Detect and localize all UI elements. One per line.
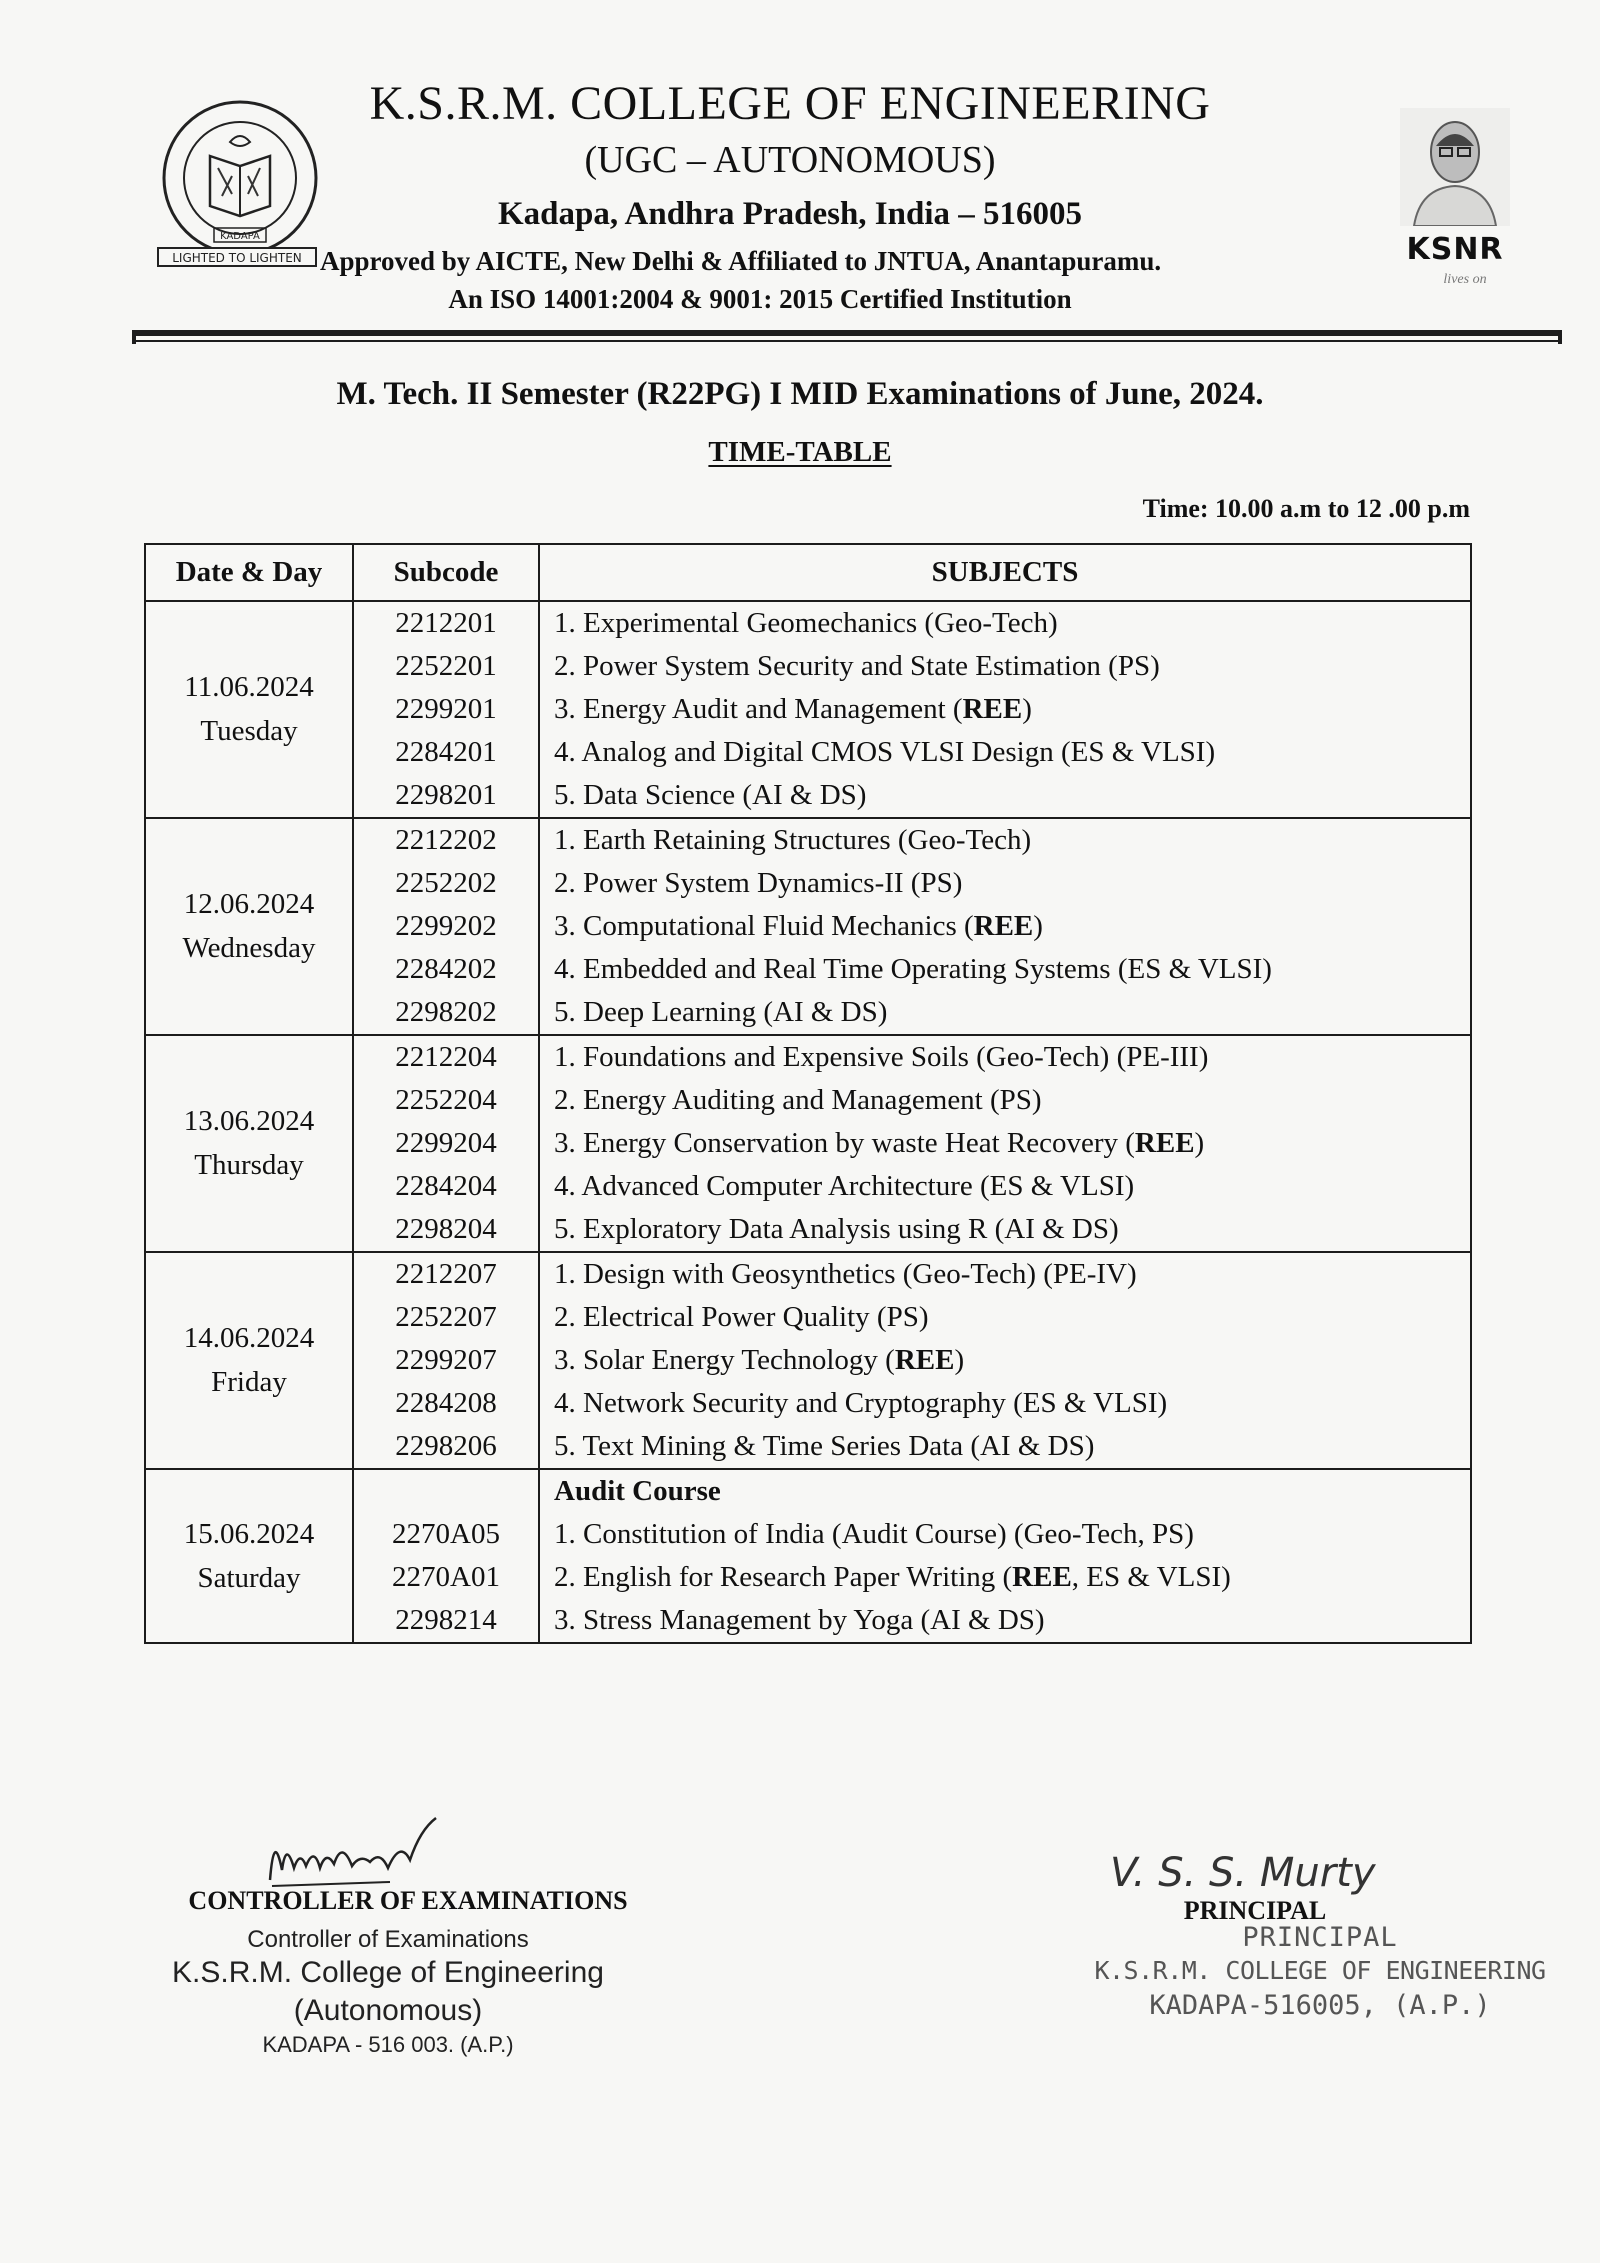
table-row xyxy=(145,818,1471,1035)
table-row xyxy=(145,1252,1471,1469)
subject-suffix: ) xyxy=(954,1344,965,1376)
subject-code: 2298204 xyxy=(395,1213,497,1245)
subject-text: 4. Advanced Computer Architecture (ES & VLSI) xyxy=(554,1170,1135,1202)
controller-title: CONTROLLER OF EXAMINATIONS xyxy=(188,1886,628,1915)
subject-text: 5. Deep Learning (AI & DS) xyxy=(554,996,888,1028)
exam-date-cell xyxy=(145,1035,353,1252)
subject-code: 2212204 xyxy=(395,1041,497,1073)
exam-date: 12.06.2024 xyxy=(183,888,315,920)
ksnr-tagline: lives on xyxy=(1443,272,1487,287)
subject-name xyxy=(554,905,1470,948)
subject-code: 2284201 xyxy=(395,736,497,768)
subjects-cell xyxy=(539,1035,1471,1252)
table-row xyxy=(145,1469,1471,1643)
subcode-cell xyxy=(353,818,539,1035)
subject-text: 5. Text Mining & Time Series Data (AI & DS) xyxy=(554,1430,1095,1462)
subject-name xyxy=(554,1599,1470,1642)
subject-code: 2252207 xyxy=(395,1301,497,1333)
subject-suffix: ) xyxy=(1022,693,1032,725)
subject-name xyxy=(554,688,1470,731)
subject-branch-bold: REE xyxy=(973,910,1034,942)
subject-code: 2284202 xyxy=(395,953,497,985)
subject-code: 2299207 xyxy=(395,1344,497,1376)
subject-code: 2212202 xyxy=(395,824,497,856)
subjects-cell xyxy=(539,1252,1471,1469)
subject-text: 1. Earth Retaining Structures (Geo-Tech) xyxy=(554,824,1032,856)
subject-code: 2284208 xyxy=(395,1387,497,1419)
subject-name xyxy=(554,645,1470,688)
subject-text: 4. Analog and Digital CMOS VLSI Design (ES & VLSI) xyxy=(554,736,1216,768)
principal-stamp-line: K.S.R.M. COLLEGE OF ENGINEERING xyxy=(1094,1956,1546,1985)
controller-stamp-line: K.S.R.M. College of Engineering xyxy=(172,1956,604,1989)
timetable-heading xyxy=(130,436,1470,469)
subject-name xyxy=(554,1513,1470,1556)
principal-signature xyxy=(1090,1842,1470,1902)
principal-title: PRINCIPAL xyxy=(1183,1896,1327,1925)
subject-name xyxy=(554,862,1470,905)
subject-name xyxy=(554,1296,1470,1339)
subject-name xyxy=(554,774,1470,817)
exam-day: Tuesday xyxy=(200,715,298,747)
subject-text: 3. Solar Energy Technology ( xyxy=(554,1344,895,1376)
subcode-cell xyxy=(353,1469,539,1643)
subject-code: 2252202 xyxy=(395,867,497,899)
subject-text: 1. Design with Geosynthetics (Geo-Tech) (PE-IV) xyxy=(554,1258,1137,1290)
subject-text: 3. Energy Audit and Management ( xyxy=(554,693,963,725)
subjects-cell xyxy=(539,601,1471,818)
principal-stamp-line: PRINCIPAL xyxy=(1242,1922,1398,1953)
header-date-day: Date & Day xyxy=(145,544,353,601)
exam-date-cell xyxy=(145,601,353,818)
subject-name xyxy=(554,948,1470,991)
subject-name xyxy=(554,1253,1470,1296)
exam-date: 11.06.2024 xyxy=(184,671,314,703)
header-subjects: SUBJECTS xyxy=(539,544,1471,601)
principal-signature-text: V. S. S. Murty xyxy=(1110,1850,1376,1896)
principal-stamp xyxy=(1060,1922,1580,2024)
autonomous-status: (UGC – AUTONOMOUS) xyxy=(584,139,996,181)
subject-code: 2299202 xyxy=(395,910,497,942)
subject-code: 2212207 xyxy=(395,1258,497,1290)
subject-text: 2. English for Research Paper Writing ( xyxy=(554,1561,1013,1593)
table-row xyxy=(145,601,1471,818)
subject-text: 3. Computational Fluid Mechanics ( xyxy=(554,910,974,942)
header-divider xyxy=(132,330,1562,336)
subject-suffix: ) xyxy=(1194,1127,1205,1159)
divider-end-left xyxy=(132,330,136,344)
controller-stamp-line: Controller of Examinations xyxy=(247,1926,529,1953)
subjects-cell xyxy=(539,818,1471,1035)
subject-name xyxy=(554,991,1470,1034)
subject-name xyxy=(554,1165,1470,1208)
exam-date-cell xyxy=(145,1252,353,1469)
subject-name xyxy=(554,1339,1470,1382)
subject-text: 4. Network Security and Cryptography (ES & VLSI) xyxy=(554,1387,1168,1419)
controller-stamp-line: (Autonomous) xyxy=(293,1994,483,2027)
subject-code: 2298214 xyxy=(395,1604,497,1636)
subject-code: 2298201 xyxy=(395,779,497,811)
subject-code: 2299204 xyxy=(395,1127,497,1159)
exam-day: Thursday xyxy=(194,1149,304,1181)
subject-name xyxy=(554,731,1470,774)
subject-code: 2299201 xyxy=(395,693,497,725)
ksnr-logo: KSNR xyxy=(1406,232,1504,267)
subject-text: 5. Exploratory Data Analysis using R (AI & DS) xyxy=(554,1213,1119,1245)
subject-text: 2. Power System Dynamics-II (PS) xyxy=(554,867,963,899)
logo-motto: LIGHTED TO LIGHTEN xyxy=(172,251,302,265)
subject-text: 1. Foundations and Expensive Soils (Geo-Tech) (PE-III) xyxy=(554,1041,1209,1073)
subject-code: 2212201 xyxy=(395,607,497,639)
subcode-cell xyxy=(353,1035,539,1252)
subject-suffix: ) xyxy=(1033,910,1043,942)
subject-name xyxy=(554,1079,1470,1122)
timetable xyxy=(144,543,1472,1644)
subject-text: 5. Data Science (AI & DS) xyxy=(554,779,867,811)
controller-stamp xyxy=(148,1926,628,2062)
subject-text: 2. Energy Auditing and Management (PS) xyxy=(554,1084,1042,1116)
divider-end-right xyxy=(1558,330,1562,344)
subject-code: 2298202 xyxy=(395,996,497,1028)
table-header-row xyxy=(145,544,1471,601)
subject-name xyxy=(554,1122,1470,1165)
subject-name xyxy=(554,819,1470,862)
subject-code: 2270A05 xyxy=(392,1518,500,1550)
subject-name xyxy=(554,1556,1470,1599)
subject-code: 2298206 xyxy=(395,1430,497,1462)
approval-line: Approved by AICTE, New Delhi & Affiliated to JNTUA, Anantapuramu. xyxy=(320,246,1162,276)
subject-branch-bold: REE xyxy=(1134,1127,1195,1159)
subject-code: 2284204 xyxy=(395,1170,497,1202)
audit-course-heading: Audit Course xyxy=(554,1475,721,1507)
subject-name xyxy=(554,602,1470,645)
subject-branch-bold: REE xyxy=(962,693,1023,725)
subcode-cell xyxy=(353,1252,539,1469)
subject-text: 1. Experimental Geomechanics (Geo-Tech) xyxy=(554,607,1058,639)
exam-title: M. Tech. II Semester (R22PG) I MID Examinations of June, 2024. xyxy=(336,376,1264,412)
college-name: K.S.R.M. COLLEGE OF ENGINEERING xyxy=(369,77,1211,130)
subject-code: 2270A01 xyxy=(392,1561,500,1593)
subject-text: 3. Energy Conservation by waste Heat Recovery ( xyxy=(554,1127,1135,1159)
subject-name xyxy=(554,1382,1470,1425)
principal-stamp-line: KADAPA-516005, (A.P.) xyxy=(1149,1990,1491,2021)
exam-date-cell xyxy=(145,1469,353,1643)
exam-day: Saturday xyxy=(197,1561,301,1594)
subject-text: 1. Constitution of India (Audit Course) (Geo-Tech, PS) xyxy=(554,1518,1194,1550)
exam-date-cell xyxy=(145,818,353,1035)
subject-text: 2. Electrical Power Quality (PS) xyxy=(554,1301,929,1333)
controller-stamp-line: KADAPA - 516 003. (A.P.) xyxy=(262,2032,514,2057)
exam-date: 13.06.2024 xyxy=(183,1105,315,1137)
subject-name xyxy=(554,1425,1470,1468)
timetable-heading-text: TIME-TABLE xyxy=(708,436,892,468)
subcode-spacer xyxy=(354,1470,538,1513)
subjects-cell xyxy=(539,1469,1471,1643)
exam-date: 15.06.2024 xyxy=(183,1517,315,1550)
iso-certification: An ISO 14001:2004 & 9001: 2015 Certified Institution xyxy=(448,284,1072,314)
exam-day: Friday xyxy=(211,1366,287,1398)
subject-branch-bold: REE xyxy=(1012,1561,1072,1593)
subject-code: 2252204 xyxy=(395,1084,497,1116)
seal-text-kadapa: KADAPA xyxy=(220,231,260,242)
subject-name xyxy=(554,1036,1470,1079)
subject-text: 2. Power System Security and State Estimation (PS) xyxy=(554,650,1160,682)
subject-suffix: , ES & VLSI) xyxy=(1071,1561,1231,1593)
header-divider-thin xyxy=(132,340,1562,342)
subject-code: 2252201 xyxy=(395,650,497,682)
table-row xyxy=(145,1035,1471,1252)
subject-text: 3. Stress Management by Yoga (AI & DS) xyxy=(554,1604,1045,1636)
college-address: Kadapa, Andhra Pradesh, India – 516005 xyxy=(497,196,1083,232)
subject-branch-bold: REE xyxy=(894,1344,955,1376)
exam-time: Time: 10.00 a.m to 12 .00 p.m xyxy=(1142,494,1470,523)
founder-portrait xyxy=(1400,108,1510,226)
subject-text: 4. Embedded and Real Time Operating Systems (ES & VLSI) xyxy=(554,953,1272,985)
logo-motto-ribbon xyxy=(152,242,322,272)
subject-name xyxy=(554,1208,1470,1251)
exam-day: Wednesday xyxy=(182,932,316,964)
exam-date: 14.06.2024 xyxy=(183,1322,315,1354)
subcode-cell xyxy=(353,601,539,818)
header-subcode: Subcode xyxy=(353,544,539,601)
